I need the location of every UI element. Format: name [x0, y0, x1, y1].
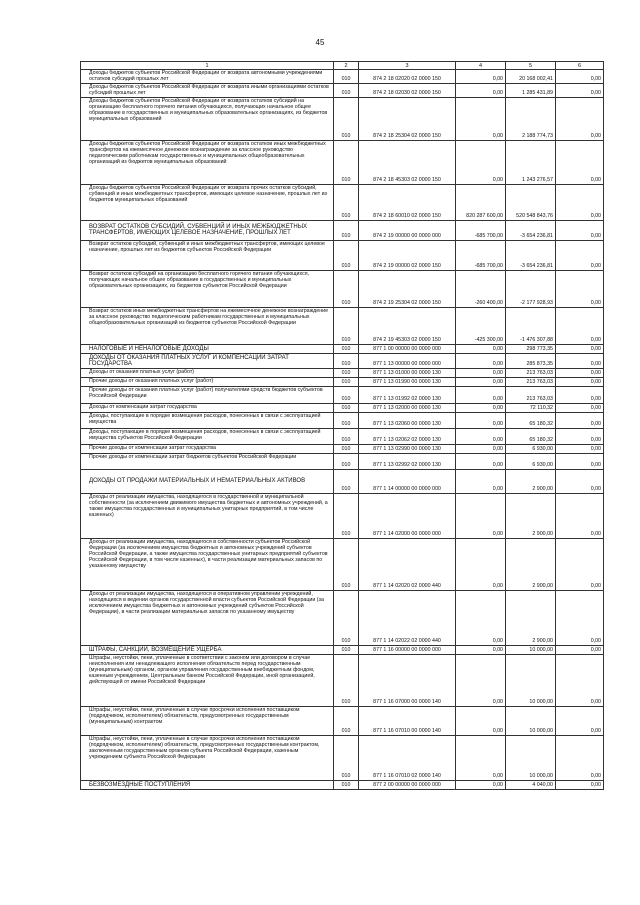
row-name: Доходы, поступающие в порядке возмещения расходов, понесенных в связи с эксплуатацией имущества: [81, 413, 334, 429]
row-kbk: 877 1 13 01000 00 0000 130: [359, 369, 456, 378]
table-row: [81, 707, 604, 736]
row-executed: 2 900,00: [506, 539, 556, 591]
row-name: Доходы бюджетов субъектов Российской Федерации от возврата остатков субсидий на организацию бесплатного горячего питания обучающихся, получающих начальное общее образование в государственных и муниципальных образовательных организациях, из бюджетов муниципальных образований: [81, 98, 334, 141]
row-name: БЕЗВОЗМЕЗДНЫЕ ПОСТУПЛЕНИЯ: [81, 781, 334, 790]
column-header: 6: [556, 62, 604, 70]
row-executed: 6 930,00: [506, 454, 556, 470]
row-name: ДОХОДЫ ОТ ОКАЗАНИЯ ПЛАТНЫХ УСЛУГ И КОМПЕНСАЦИИ ЗАТРАТ ГОСУДАРСТВА: [81, 354, 334, 369]
table-row: [81, 591, 604, 646]
row-kbk: 877 2 00 00000 00 0000 000: [359, 781, 456, 790]
row-executed: 213 763,03: [506, 369, 556, 378]
row-unexecuted: 0,00: [556, 413, 604, 429]
row-kbk: 877 1 13 02990 00 0000 130: [359, 445, 456, 454]
row-name: Прочие доходы от оказания платных услуг (работ) получателями средств бюджетов субъектов Российской Федерации: [81, 387, 334, 404]
row-kbk: 874 2 18 25304 02 0000 150: [359, 98, 456, 141]
row-executed: 2 900,00: [506, 470, 556, 494]
row-name: Доходы от реализации имущества, находящегося в собственности субъектов Российской Федерации (за исключением имущества бюджетных и автономных учреждений субъектов Российской Федерации, а также имущества государственных унитарных предприятий субъектов Российской Федерации, в том числе казенных), в части реализации материальных запасов по указанному имуществу: [81, 539, 334, 591]
row-executed: 285 873,35: [506, 354, 556, 369]
row-kbk: 877 1 16 07010 00 0000 140: [359, 707, 456, 736]
row-executed: 10 000,00: [506, 736, 556, 781]
row-unexecuted: 0,00: [556, 494, 604, 539]
row-unexecuted: 0,00: [556, 308, 604, 345]
row-planned: 0,00: [456, 141, 506, 185]
row-code: 010: [334, 98, 359, 141]
row-planned: 0,00: [456, 354, 506, 369]
row-name: ШТРАФЫ, САНКЦИИ, ВОЗМЕЩЕНИЕ УЩЕРБА: [81, 646, 334, 655]
row-code: 010: [334, 404, 359, 413]
row-executed: 72 110,32: [506, 404, 556, 413]
row-unexecuted: 0,00: [556, 70, 604, 84]
row-planned: 0,00: [456, 646, 506, 655]
row-code: 010: [334, 445, 359, 454]
row-kbk: 877 1 13 02062 02 0000 130: [359, 429, 456, 445]
row-code: 010: [334, 781, 359, 790]
row-planned: 0,00: [456, 98, 506, 141]
row-planned: -260 400,00: [456, 271, 506, 308]
table-row: [81, 494, 604, 539]
row-unexecuted: 0,00: [556, 445, 604, 454]
row-name: Штрафы, неустойки, пени, уплаченные в случае просрочки исполнения поставщиком (подрядчиком, исполнителем) обязательств, предусмотренных государственным контрактом, заключенным государственным органом субъекта Российской Федерации, казенным учреждением субъекта Российской Федерации: [81, 736, 334, 781]
row-name: Доходы от реализации имущества, находящегося в оперативном управлении учреждений, находящихся в ведении органов государственной власти субъектов Российской Федерации (за исключением имущества бюджетных и автономных учреждений субъектов Российской Федерации), в части реализации материальных запасов по указанному имуществу: [81, 591, 334, 646]
row-kbk: 874 2 18 45303 02 0000 150: [359, 141, 456, 185]
table-row: [81, 308, 604, 345]
table-row: [81, 429, 604, 445]
row-code: 010: [334, 707, 359, 736]
row-executed: 10 000,00: [506, 646, 556, 655]
row-code: 010: [334, 591, 359, 646]
column-header: 3: [359, 62, 456, 70]
column-header-row: [81, 62, 604, 70]
row-executed: 65 180,32: [506, 413, 556, 429]
row-unexecuted: 0,00: [556, 736, 604, 781]
row-kbk: 877 1 13 02992 02 0000 130: [359, 454, 456, 470]
row-executed: -1 476 307,88: [506, 308, 556, 345]
row-unexecuted: 0,00: [556, 781, 604, 790]
row-planned: 0,00: [456, 84, 506, 98]
row-code: 010: [334, 413, 359, 429]
row-unexecuted: 0,00: [556, 241, 604, 271]
row-code: 010: [334, 271, 359, 308]
page-number: 45: [315, 38, 325, 47]
row-code: 010: [334, 221, 359, 241]
row-planned: -685 700,00: [456, 221, 506, 241]
row-code: 010: [334, 354, 359, 369]
row-name: ВОЗВРАТ ОСТАТКОВ СУБСИДИЙ, СУБВЕНЦИЙ И ИНЫХ МЕЖБЮДЖЕТНЫХ ТРАНСФЕРТОВ, ИМЕЮЩИХ ЦЕЛЕВОЕ НАЗНАЧЕНИЕ, ПРОШЛЫХ ЛЕТ: [81, 221, 334, 241]
row-code: 010: [334, 539, 359, 591]
table-row: [81, 221, 604, 241]
row-name: Прочие доходы от оказания платных услуг (работ): [81, 378, 334, 387]
row-kbk: 874 2 18 02020 02 0000 150: [359, 70, 456, 84]
row-unexecuted: 0,00: [556, 98, 604, 141]
row-kbk: 874 2 18 02030 02 0000 150: [359, 84, 456, 98]
row-kbk: 877 1 16 00000 00 0000 000: [359, 646, 456, 655]
row-planned: 0,00: [456, 429, 506, 445]
row-planned: 0,00: [456, 781, 506, 790]
row-kbk: 877 1 14 02000 00 0000 000: [359, 494, 456, 539]
row-name: Штрафы, неустойки, пени, уплаченные в случае просрочки исполнения поставщиком (подрядчиком, исполнителем) обязательств, предусмотренных государственным (муниципальным) контрактом: [81, 707, 334, 736]
row-kbk: 877 1 13 00000 00 0000 000: [359, 354, 456, 369]
row-executed: 65 180,32: [506, 429, 556, 445]
row-name: ДОХОДЫ ОТ ПРОДАЖИ МАТЕРИАЛЬНЫХ И НЕМАТЕРИАЛЬНЫХ АКТИВОВ: [81, 470, 334, 494]
row-code: 010: [334, 454, 359, 470]
table-row: [81, 781, 604, 790]
row-planned: 0,00: [456, 539, 506, 591]
table-row: [81, 345, 604, 354]
row-kbk: 877 1 13 02000 00 0000 130: [359, 404, 456, 413]
table-row: [81, 736, 604, 781]
row-planned: 0,00: [456, 494, 506, 539]
table-row: [81, 98, 604, 141]
row-name: Доходы бюджетов субъектов Российской Федерации от возврата автономными учреждениями остатков субсидий прошлых лет: [81, 70, 334, 84]
row-name: Доходы, поступающие в порядке возмещения расходов, понесенных в связи с эксплуатацией имущества субъектов Российской Федерации: [81, 429, 334, 445]
row-unexecuted: 0,00: [556, 185, 604, 221]
row-planned: 0,00: [456, 707, 506, 736]
row-planned: -685 700,00: [456, 241, 506, 271]
row-kbk: 874 2 19 45303 02 0000 150: [359, 308, 456, 345]
row-code: 010: [334, 736, 359, 781]
table-row: [81, 70, 604, 84]
table-row: [81, 454, 604, 470]
row-executed: 1 243 276,57: [506, 141, 556, 185]
column-header: 2: [334, 62, 359, 70]
row-executed: 6 930,00: [506, 445, 556, 454]
row-code: 010: [334, 185, 359, 221]
row-planned: 0,00: [456, 387, 506, 404]
row-planned: 0,00: [456, 470, 506, 494]
row-executed: 10 000,00: [506, 707, 556, 736]
row-code: 010: [334, 655, 359, 707]
row-code: 010: [334, 470, 359, 494]
row-planned: 0,00: [456, 404, 506, 413]
row-name: Доходы бюджетов субъектов Российской Федерации от возврата прочих остатков субсидий, субвенций и иных межбюджетных трансфертов, имеющих целевое назначение, прошлых лет из бюджетов муниципальных образований: [81, 185, 334, 221]
row-unexecuted: 0,00: [556, 354, 604, 369]
row-planned: -425 300,00: [456, 308, 506, 345]
row-planned: 0,00: [456, 378, 506, 387]
row-code: 010: [334, 308, 359, 345]
row-kbk: 877 1 16 07000 00 0000 140: [359, 655, 456, 707]
row-planned: 0,00: [456, 445, 506, 454]
row-planned: 0,00: [456, 345, 506, 354]
row-kbk: 874 2 19 00000 02 0000 150: [359, 241, 456, 271]
row-executed: 2 188 774,73: [506, 98, 556, 141]
row-executed: 213 763,03: [506, 387, 556, 404]
row-planned: 0,00: [456, 591, 506, 646]
row-kbk: 877 1 14 00000 00 0000 000: [359, 470, 456, 494]
row-planned: 0,00: [456, 70, 506, 84]
row-unexecuted: 0,00: [556, 655, 604, 707]
row-name: Возврат остатков иных межбюджетных трансфертов на ежемесячное денежное вознаграждение за классное руководство педагогическим работникам государственных и муниципальных общеобразовательных организаций из бюджетов субъектов Российской Федерации: [81, 308, 334, 345]
table-row: [81, 84, 604, 98]
row-executed: -3 654 236,81: [506, 221, 556, 241]
row-executed: 4 040,00: [506, 781, 556, 790]
table-row: [81, 445, 604, 454]
column-header: 1: [81, 62, 334, 70]
row-kbk: 874 2 18 60010 02 0000 150: [359, 185, 456, 221]
row-executed: 520 548 843,76: [506, 185, 556, 221]
row-kbk: 877 1 14 02022 02 0000 440: [359, 591, 456, 646]
table-row: [81, 413, 604, 429]
row-kbk: 877 1 13 01992 02 0000 130: [359, 387, 456, 404]
table-row: [81, 539, 604, 591]
row-kbk: 877 1 16 07010 02 0000 140: [359, 736, 456, 781]
row-unexecuted: 0,00: [556, 539, 604, 591]
row-planned: 0,00: [456, 655, 506, 707]
row-code: 010: [334, 387, 359, 404]
table-row: [81, 646, 604, 655]
row-unexecuted: 0,00: [556, 429, 604, 445]
table-row: [81, 387, 604, 404]
row-planned: 0,00: [456, 369, 506, 378]
row-kbk: 874 2 19 00000 00 0000 000: [359, 221, 456, 241]
row-name: Доходы от компенсации затрат государства: [81, 404, 334, 413]
row-executed: -2 177 928,93: [506, 271, 556, 308]
row-executed: 213 763,03: [506, 378, 556, 387]
row-code: 010: [334, 378, 359, 387]
row-unexecuted: 0,00: [556, 387, 604, 404]
row-name: Прочие доходы от компенсации затрат бюджетов субъектов Российской Федерации: [81, 454, 334, 470]
row-unexecuted: 0,00: [556, 404, 604, 413]
row-code: 010: [334, 345, 359, 354]
row-code: 010: [334, 494, 359, 539]
table-row: [81, 271, 604, 308]
row-kbk: 877 1 00 00000 00 0000 000: [359, 345, 456, 354]
row-name: Возврат остатков субсидий, субвенций и иных межбюджетных трансфертов, имеющих целевое назначение, прошлых лет из бюджетов субъектов Российской Федерации: [81, 241, 334, 271]
row-executed: 10 000,00: [506, 655, 556, 707]
row-name: Возврат остатков субсидий на организацию бесплатного горячего питания обучающихся, получающих начальное общее образование в государственных и муниципальных образовательных организациях, из бюджетов субъектов Российской Федерации: [81, 271, 334, 308]
row-executed: 298 773,35: [506, 345, 556, 354]
table-row: [81, 185, 604, 221]
column-header: 4: [456, 62, 506, 70]
row-unexecuted: 0,00: [556, 271, 604, 308]
row-unexecuted: 0,00: [556, 646, 604, 655]
row-name: Доходы бюджетов субъектов Российской Федерации от возврата иными организациями остатков субсидий прошлых лет: [81, 84, 334, 98]
row-code: 010: [334, 646, 359, 655]
row-kbk: 877 1 14 02020 02 0000 440: [359, 539, 456, 591]
row-name: Прочие доходы от компенсации затрат государства: [81, 445, 334, 454]
row-unexecuted: 0,00: [556, 707, 604, 736]
row-unexecuted: 0,00: [556, 454, 604, 470]
row-name: Штрафы, неустойки, пени, уплаченные в соответствии с законом или договором в случае неисполнения или ненадлежащего исполнения обязательств перед государственным (муниципальным) органом, органом управления государственным внебюджетным фондом, казенным учреждением, Центральным банком Российской Федерации, иной организацией, действующей от имени Российской Федерации: [81, 655, 334, 707]
row-unexecuted: 0,00: [556, 221, 604, 241]
row-executed: 20 168 002,41: [506, 70, 556, 84]
row-executed: 2 900,00: [506, 494, 556, 539]
row-unexecuted: 0,00: [556, 378, 604, 387]
row-executed: 1 285 431,89: [506, 84, 556, 98]
row-name: Доходы бюджетов субъектов Российской Федерации от возврата остатков иных межбюджетных трансфертов на ежемесячное денежное вознаграждение за классное руководство педагогическим работникам государственных и муниципальных общеобразовательных организаций из бюджетов муниципальных образований: [81, 141, 334, 185]
row-kbk: 877 1 13 01990 00 0000 130: [359, 378, 456, 387]
table-row: [81, 354, 604, 369]
revenue-table: [80, 61, 604, 790]
table-row: [81, 241, 604, 271]
row-unexecuted: 0,00: [556, 369, 604, 378]
row-unexecuted: 0,00: [556, 84, 604, 98]
row-code: 010: [334, 70, 359, 84]
table-row: [81, 378, 604, 387]
row-code: 010: [334, 84, 359, 98]
row-code: 010: [334, 369, 359, 378]
table-row: [81, 404, 604, 413]
row-kbk: 874 2 19 25304 02 0000 150: [359, 271, 456, 308]
row-kbk: 877 1 13 02060 00 0000 130: [359, 413, 456, 429]
row-code: 010: [334, 241, 359, 271]
table-row: [81, 141, 604, 185]
table-row: [81, 369, 604, 378]
row-executed: -3 654 236,81: [506, 241, 556, 271]
row-planned: 820 287 600,00: [456, 185, 506, 221]
row-planned: 0,00: [456, 736, 506, 781]
row-unexecuted: 0,00: [556, 141, 604, 185]
row-name: Доходы от реализации имущества, находящегося в государственной и муниципальной собственности (за исключением движимого имущества бюджетных и автономных учреждений, а также имущества государственных и муниципальных унитарных предприятий, в том числе казенных): [81, 494, 334, 539]
row-planned: 0,00: [456, 413, 506, 429]
row-executed: 2 900,00: [506, 591, 556, 646]
row-planned: 0,00: [456, 454, 506, 470]
row-unexecuted: 0,00: [556, 470, 604, 494]
column-header: 5: [506, 62, 556, 70]
table-row: [81, 655, 604, 707]
row-name: НАЛОГОВЫЕ И НЕНАЛОГОВЫЕ ДОХОДЫ: [81, 345, 334, 354]
table-row: [81, 470, 604, 494]
row-unexecuted: 0,00: [556, 591, 604, 646]
row-code: 010: [334, 429, 359, 445]
row-code: 010: [334, 141, 359, 185]
row-unexecuted: 0,00: [556, 345, 604, 354]
row-name: Доходы от оказания платных услуг (работ): [81, 369, 334, 378]
